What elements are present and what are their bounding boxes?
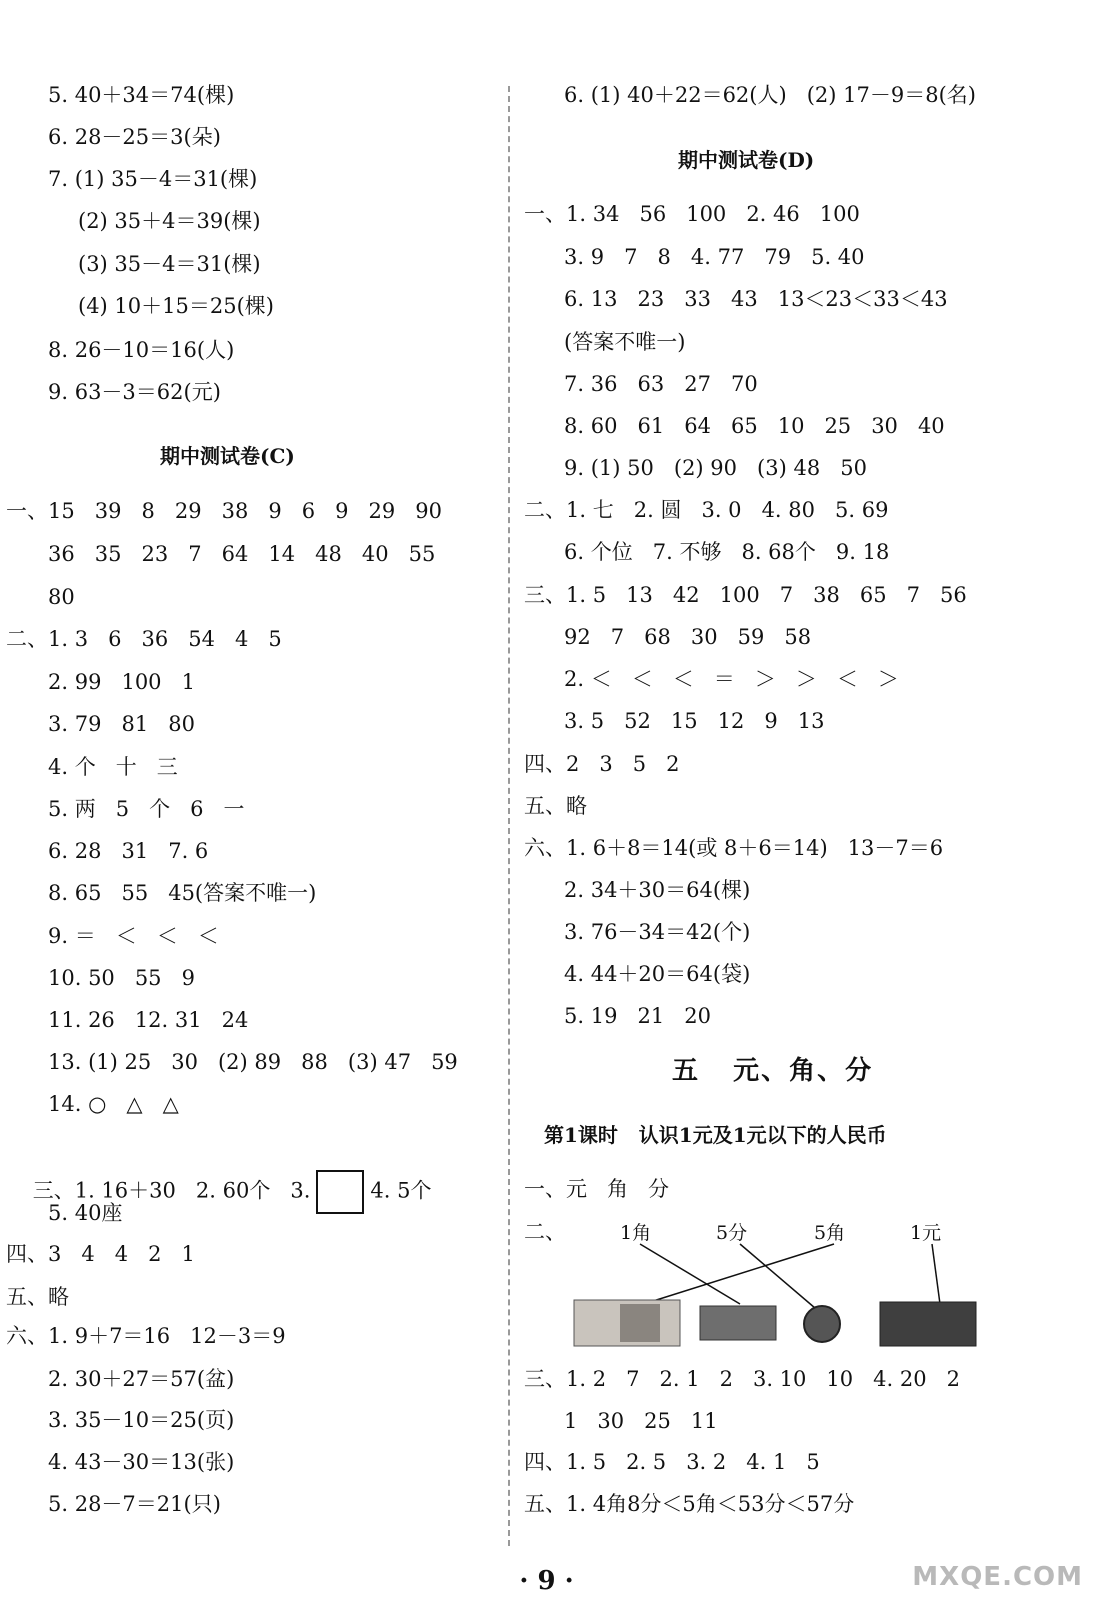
answer-line: 六、1. 9＋7＝16 12－3＝9 (6, 1324, 286, 1348)
answer-line: 6. 28 31 7. 6 (48, 839, 209, 863)
money-matching-figure (560, 1240, 1000, 1360)
answer-line: 一、1. 34 56 100 2. 46 100 (524, 202, 860, 226)
money-label-1jiao: 1角 (620, 1222, 652, 1244)
match-line (932, 1244, 940, 1304)
answer-line: 36 35 23 7 64 14 48 40 55 (48, 542, 436, 566)
answer-line: 7. (1) 35－4＝31(棵) (48, 167, 258, 191)
unit-title: 五 元、角、分 (672, 1056, 874, 1086)
answer-line: 2. 30＋27＝57(盆) (48, 1367, 235, 1391)
answer-line: 一、元 角 分 (524, 1177, 670, 1201)
answer-line: 9. (1) 50 (2) 90 (3) 48 50 (564, 456, 867, 480)
answer-line: (4) 10＋15＝25(棵) (78, 294, 274, 318)
answer-line: (答案不唯一) (564, 330, 686, 354)
answer-line: 2. 99 100 1 (48, 670, 195, 694)
answer-line: (3) 35－4＝31(棵) (78, 252, 261, 276)
answer-line: 四、3 4 4 2 1 (6, 1242, 195, 1266)
answer-line: 8. 26－10＝16(人) (48, 338, 235, 362)
answer-line: 8. 65 55 45(答案不唯一) (48, 881, 317, 905)
answer-line: 80 (48, 585, 75, 609)
answer-line: 4. 44＋20＝64(袋) (564, 962, 751, 986)
section-title-c: 期中测试卷(C) (160, 444, 295, 468)
answer-line: 5. 19 21 20 (564, 1004, 711, 1028)
answer-text: 4. 5个 (370, 1178, 432, 1203)
banknote-1yuan-image (880, 1302, 976, 1346)
answer-line: 二、1. 七 2. 圆 3. 0 4. 80 5. 69 (524, 498, 889, 522)
answer-line: 92 7 68 30 59 58 (564, 625, 812, 649)
banknote-1jiao-image (700, 1306, 776, 1340)
answer-line: 7. 36 63 27 70 (564, 372, 758, 396)
answer-line: 2. 34＋30＝64(棵) (564, 878, 751, 902)
answer-line: 14. ○ △ △ (48, 1092, 179, 1116)
answer-line: 11. 26 12. 31 24 (48, 1008, 249, 1032)
answer-line: 3. 76－34＝42(个) (564, 920, 751, 944)
page-number: · 9 · (519, 1566, 574, 1596)
answer-line: 5. 40＋34＝74(棵) (48, 83, 235, 107)
answer-line: 5. 两 5 个 6 一 (48, 797, 245, 821)
answer-line: 6. 28－25＝3(朵) (48, 125, 221, 149)
answer-line: 9. ＝ ＜ ＜ ＜ (48, 924, 219, 948)
answer-line: 四、1. 5 2. 5 3. 2 4. 1 5 (524, 1450, 820, 1474)
coin-5fen-image (804, 1306, 840, 1342)
answer-line: 9. 63－3＝62(元) (48, 380, 221, 404)
answer-line: 一、15 39 8 29 38 9 6 9 29 90 (6, 499, 443, 523)
answer-line: 二、 (524, 1220, 566, 1244)
answer-line: 3. 79 81 80 (48, 712, 195, 736)
answer-line: 5. 28－7＝21(只) (48, 1492, 221, 1516)
answer-line: 4. 个 十 三 (48, 755, 178, 779)
watermark: MXQE.COM (912, 1562, 1083, 1592)
answer-line: 8. 60 61 64 65 10 25 30 40 (564, 414, 945, 438)
money-label-5fen: 5分 (716, 1222, 748, 1244)
answer-line: 6. (1) 40＋22＝62(人) (2) 17－9＝8(名) (564, 83, 976, 107)
answer-line: 3. 35－10＝25(页) (48, 1408, 235, 1432)
answer-line: (2) 35＋4＝39(棵) (78, 209, 261, 233)
answer-line: 3. 9 7 8 4. 77 79 5. 40 (564, 245, 865, 269)
square-shape-answer (316, 1170, 364, 1214)
answer-line: 3. 5 52 15 12 9 13 (564, 709, 825, 733)
match-line (650, 1244, 834, 1302)
answer-line: 二、1. 3 6 36 54 4 5 (6, 627, 282, 651)
column-divider (508, 86, 510, 1546)
answer-line: 六、1. 6＋8＝14(或 8＋6＝14) 13－7＝6 (524, 836, 944, 860)
answer-line: 6. 13 23 33 43 13＜23＜33＜43 (564, 287, 948, 311)
answer-line: 三、1. 5 13 42 100 7 38 65 7 56 (524, 583, 967, 607)
match-line (740, 1244, 822, 1314)
answer-text: 三、1. 16＋30 2. 60个 3. (32, 1178, 311, 1203)
money-label-5jiao: 5角 (814, 1222, 846, 1244)
answer-line: 5. 40座 (48, 1201, 123, 1225)
answer-line: 10. 50 55 9 (48, 966, 195, 990)
answer-line: 13. (1) 25 30 (2) 89 88 (3) 47 59 (48, 1050, 458, 1074)
answer-line: 2. ＜ ＜ ＜ ＝ ＞ ＞ ＜ ＞ (564, 667, 899, 691)
answer-line: 三、1. 2 7 2. 1 2 3. 10 10 4. 20 2 (524, 1367, 960, 1391)
answer-line: 五、略 (6, 1285, 69, 1309)
answer-line: 1 30 25 11 (564, 1409, 718, 1433)
answer-line: 6. 个位 7. 不够 8. 68个 9. 18 (564, 540, 890, 564)
portrait-shape (620, 1304, 660, 1342)
answer-line: 五、1. 4角8分＜5角＜53分＜57分 (524, 1492, 855, 1516)
section-title-d: 期中测试卷(D) (678, 148, 815, 172)
lesson-title: 第1课时 认识1元及1元以下的人民币 (544, 1123, 887, 1147)
match-line (640, 1244, 740, 1304)
answer-line: 4. 43－30＝13(张) (48, 1450, 235, 1474)
answer-line: 四、2 3 5 2 (524, 752, 680, 776)
answer-line: 五、略 (524, 794, 587, 818)
money-label-1yuan: 1元 (910, 1222, 942, 1244)
